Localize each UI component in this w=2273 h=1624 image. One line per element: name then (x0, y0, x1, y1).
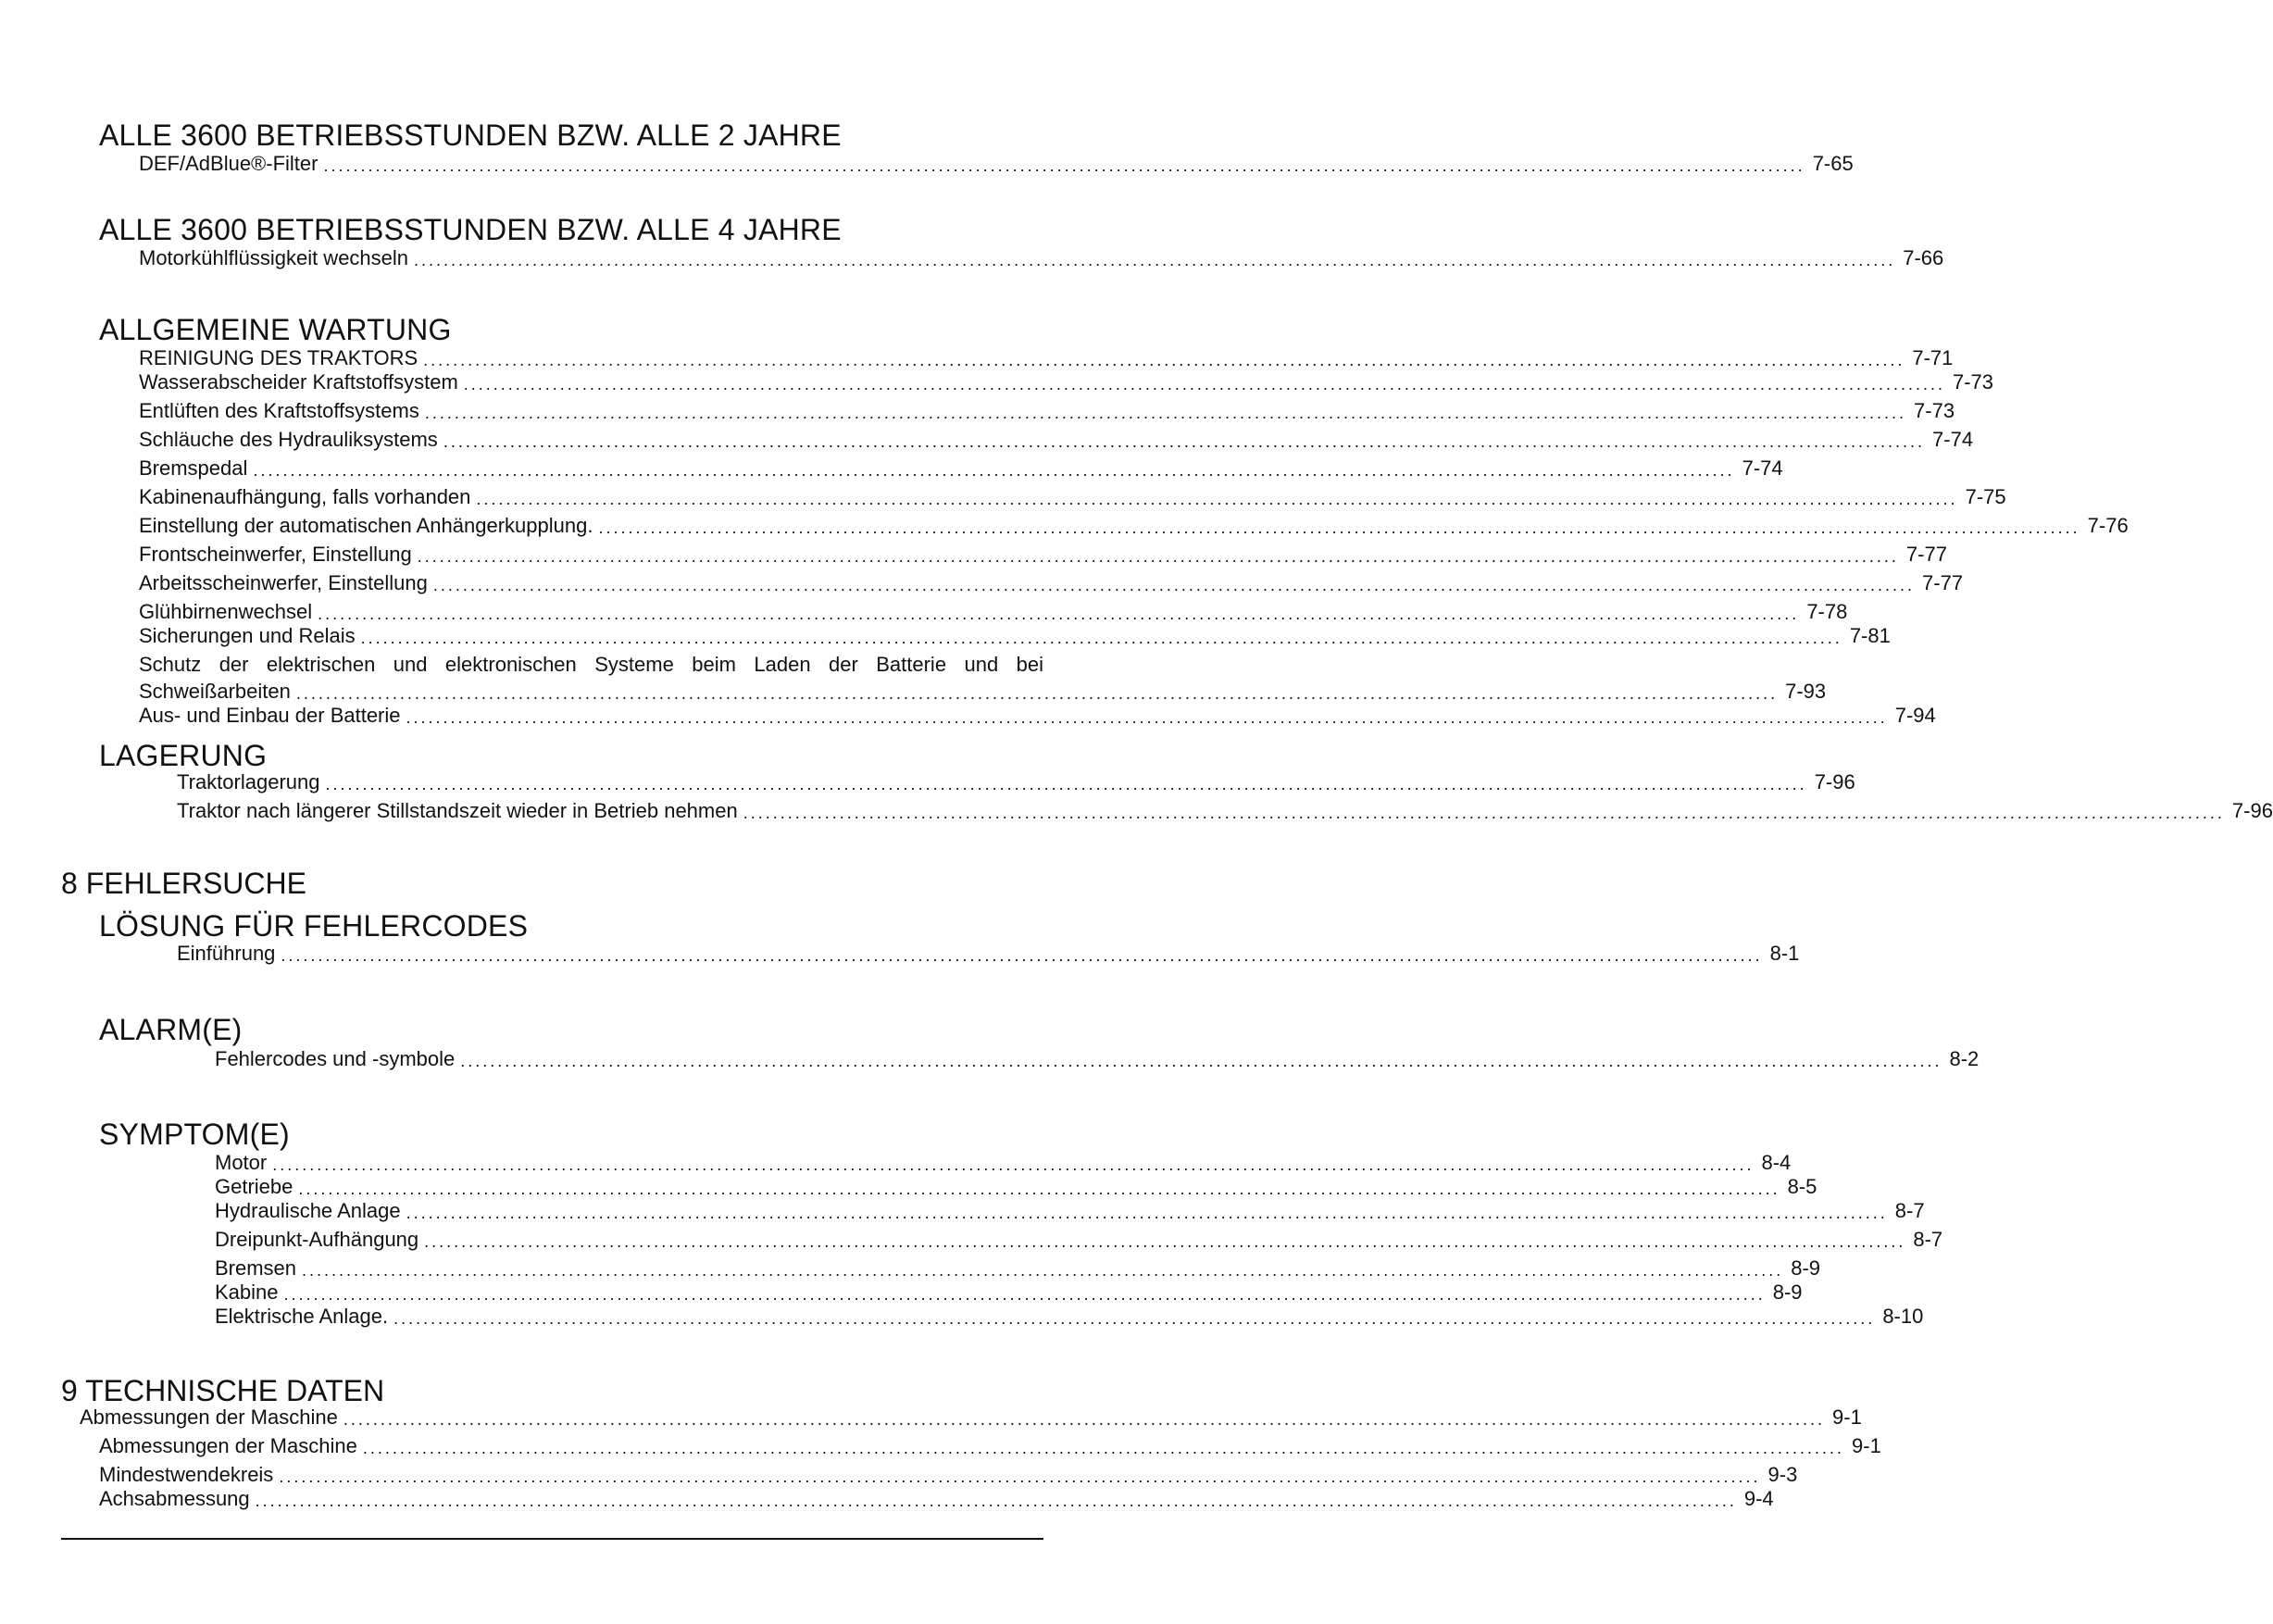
entry-text: Einführung (177, 942, 276, 965)
entry-page: 7-75 (1965, 485, 2006, 508)
entry-text: REINIGUNG DES TRAKTORS (139, 346, 418, 369)
entry-page: 7-78 (1806, 600, 1848, 623)
chapter-title: 9 TECHNISCHE DATEN (61, 1374, 385, 1407)
entry-page: 7-93 (1785, 680, 1827, 703)
dot-leader: ........................................................................................................................................................................................................ (414, 251, 1896, 269)
entry-page: 7-73 (1953, 370, 1994, 394)
entry-page: 7-76 (2087, 514, 2129, 537)
dot-leader: ........................................................................................................................................................................................................ (360, 629, 1842, 647)
section-title: LÖSUNG FÜR FEHLERCODES (99, 909, 529, 943)
dot-leader: ........................................................................................................................................................................................................ (476, 490, 1958, 508)
toc-entry[interactable] (215, 1175, 1817, 1199)
dot-leader: ........................................................................................................................................................................................................ (302, 1261, 1784, 1280)
entry-page: 7-65 (1812, 152, 1854, 175)
entry-text: Traktorlagerung (177, 770, 320, 793)
toc-entry[interactable] (215, 1047, 1980, 1071)
entry-text: Motorkühlflüssigkeit wechseln (139, 246, 409, 269)
toc-entry[interactable] (139, 571, 1964, 595)
entry-page: 8-4 (1761, 1151, 1792, 1174)
dot-leader: ........................................................................................................................................................................................................ (295, 684, 1779, 703)
dot-leader: ........................................................................................................................................................................................................ (318, 605, 1800, 623)
entry-page: 7-94 (1894, 704, 1936, 727)
entry-text: Dreipunkt-Aufhängung (215, 1228, 419, 1251)
toc-entry-wrapped-line[interactable]: Schutz der elektrischen und elektronischen Systeme beim Laden der Batterie und bei (139, 653, 1043, 676)
dot-leader: ........................................................................................................................................................................................................ (255, 1492, 1737, 1510)
entry-text: Kabinenaufhängung, falls vorhanden (139, 485, 471, 508)
toc-entry[interactable] (99, 1463, 1798, 1487)
entry-text: Sicherungen und Relais (139, 624, 356, 647)
entry-page: 8-5 (1787, 1175, 1817, 1198)
entry-page: 7-81 (1849, 624, 1891, 647)
toc-entry[interactable] (139, 485, 2006, 509)
dot-leader: ........................................................................................................................................................................................................ (424, 404, 1907, 422)
entry-text: Wasserabscheider Kraftstoffsystem (139, 370, 458, 394)
entry-text: Hydraulische Anlage (215, 1199, 401, 1222)
toc-entry[interactable] (215, 1280, 1803, 1305)
entry-text: Bremsen (215, 1256, 297, 1280)
entry-text: Traktor nach längerer Stillstandszeit wieder in Betrieb nehmen (177, 799, 738, 822)
dot-leader: ........................................................................................................................................................................................................ (406, 1204, 1888, 1222)
toc-entry[interactable] (99, 1487, 1774, 1511)
entry-page: 9-3 (1767, 1463, 1798, 1486)
dot-leader: ........................................................................................................................................................................................................ (393, 1309, 1876, 1328)
entry-text: Aus- und Einbau der Batterie (139, 704, 401, 727)
toc-entry[interactable] (139, 152, 1854, 176)
dot-leader: ........................................................................................................................................................................................................ (423, 351, 1905, 369)
entry-page: 7-77 (1905, 543, 1947, 566)
dot-leader: ........................................................................................................................................................................................................ (443, 432, 1926, 451)
entry-page: 8-7 (1913, 1228, 1943, 1251)
entry-page: 8-1 (1769, 942, 1800, 965)
entry-page: 7-71 (1912, 346, 1954, 369)
toc-entry[interactable] (177, 770, 1855, 794)
section-title: SYMPTOM(E) (99, 1118, 290, 1151)
entry-page: 8-9 (1772, 1280, 1803, 1304)
toc-entry[interactable] (139, 704, 1936, 728)
dot-leader: ........................................................................................................................................................................................................ (406, 708, 1888, 727)
dot-leader: ........................................................................................................................................................................................................ (283, 1285, 1766, 1304)
section-title: ALLE 3600 BETRIEBSSTUNDEN BZW. ALLE 2 JAHRE (99, 119, 842, 152)
entry-text: Bremspedal (139, 456, 248, 480)
entry-text: Einstellung der automatischen Anhängerkupplung. (139, 514, 593, 537)
entry-text: Mindestwendekreis (99, 1463, 274, 1486)
entry-text: Kabine (215, 1280, 279, 1304)
entry-text: Motor (215, 1151, 268, 1174)
section-title: ALLGEMEINE WARTUNG (99, 313, 452, 346)
toc-entry[interactable] (177, 942, 1800, 966)
entry-page: 8-2 (1949, 1047, 1980, 1070)
entry-page: 9-4 (1743, 1487, 1774, 1510)
entry-page: 8-7 (1894, 1199, 1925, 1222)
entry-page: 8-10 (1882, 1305, 1924, 1328)
dot-leader: ........................................................................................................................................................................................................ (424, 1232, 1906, 1251)
dot-leader: ........................................................................................................................................................................................................ (323, 156, 1805, 175)
entry-text: Entlüften des Kraftstoffsystems (139, 399, 419, 422)
footer-rule (61, 1538, 1043, 1540)
toc-entry[interactable] (139, 600, 1848, 624)
entry-page: 7-96 (2231, 799, 2273, 822)
entry-text: Fehlercodes und -symbole (215, 1047, 456, 1070)
toc-entry[interactable] (139, 456, 1783, 481)
section-title: ALARM(E) (99, 1013, 243, 1046)
dot-leader: ........................................................................................................................................................................................................ (281, 946, 1763, 965)
toc-entry[interactable] (80, 1405, 1862, 1430)
dot-leader: ........................................................................................................................................................................................................ (743, 804, 2225, 822)
toc-entry[interactable] (139, 428, 1974, 452)
toc-entry[interactable] (139, 399, 1955, 423)
entry-page: 8-9 (1791, 1256, 1821, 1280)
entry-page: 7-66 (1903, 246, 1944, 269)
dot-leader: ........................................................................................................................................................................................................ (463, 375, 1945, 394)
toc-entry[interactable] (139, 370, 1994, 394)
dot-leader: ........................................................................................................................................................................................................ (598, 518, 2080, 537)
entry-text: Frontscheinwerfer, Einstellung (139, 543, 412, 566)
toc-entry[interactable] (99, 1434, 1881, 1458)
dot-leader: ........................................................................................................................................................................................................ (298, 1180, 1780, 1198)
toc-entry[interactable] (139, 680, 1827, 704)
entry-text: Schweißarbeiten (139, 680, 291, 703)
toc-entry[interactable] (177, 799, 2273, 823)
dot-leader: ........................................................................................................................................................................................................ (325, 775, 1807, 793)
chapter-title: 8 FEHLERSUCHE (61, 867, 306, 900)
section-title: ALLE 3600 BETRIEBSSTUNDEN BZW. ALLE 4 JAHRE (99, 213, 842, 246)
toc-entry[interactable] (139, 514, 2129, 538)
dot-leader: ........................................................................................................................................................................................................ (253, 461, 1735, 480)
section-title: LAGERUNG (99, 739, 268, 772)
dot-leader: ........................................................................................................................................................................................................ (272, 1156, 1755, 1174)
dot-leader: ........................................................................................................................................................................................................ (279, 1468, 1761, 1486)
entry-text: Schläuche des Hydrauliksystems (139, 428, 438, 451)
dot-leader: ........................................................................................................................................................................................................ (343, 1410, 1826, 1429)
entry-page: 7-96 (1814, 770, 1855, 793)
entry-text: Elektrische Anlage. (215, 1305, 389, 1328)
entry-text: Getriebe (215, 1175, 293, 1198)
entry-text: DEF/AdBlue®-Filter (139, 152, 318, 175)
toc-entry[interactable] (215, 1151, 1792, 1175)
toc-entry[interactable] (215, 1256, 1821, 1280)
entry-text: Arbeitsscheinwerfer, Einstellung (139, 571, 428, 594)
toc-entry[interactable] (139, 543, 1947, 567)
dot-leader: ........................................................................................................................................................................................................ (460, 1052, 1942, 1070)
toc-entry[interactable] (215, 1305, 1924, 1329)
toc-entry[interactable] (215, 1199, 1925, 1223)
entry-page: 7-74 (1932, 428, 1974, 451)
entry-text: Abmessungen der Maschine (99, 1434, 357, 1457)
dot-leader: ........................................................................................................................................................................................................ (432, 576, 1916, 594)
entry-page: 9-1 (1832, 1405, 1862, 1429)
toc-entry[interactable] (215, 1228, 1943, 1252)
entry-text: Achsabmessung (99, 1487, 250, 1510)
entry-text: Abmessungen der Maschine (80, 1405, 338, 1429)
dot-leader: ........................................................................................................................................................................................................ (417, 547, 1899, 566)
entry-page: 9-1 (1852, 1434, 1881, 1457)
toc-entry[interactable] (139, 246, 1944, 270)
toc-entry[interactable] (139, 346, 1954, 370)
dot-leader: ........................................................................................................................................................................................................ (362, 1439, 1845, 1457)
toc-entry[interactable] (139, 624, 1891, 648)
entry-page: 7-77 (1922, 571, 1964, 594)
entry-text: Glühbirnenwechsel (139, 600, 313, 623)
entry-page: 7-73 (1914, 399, 1955, 422)
entry-page: 7-74 (1742, 456, 1783, 480)
